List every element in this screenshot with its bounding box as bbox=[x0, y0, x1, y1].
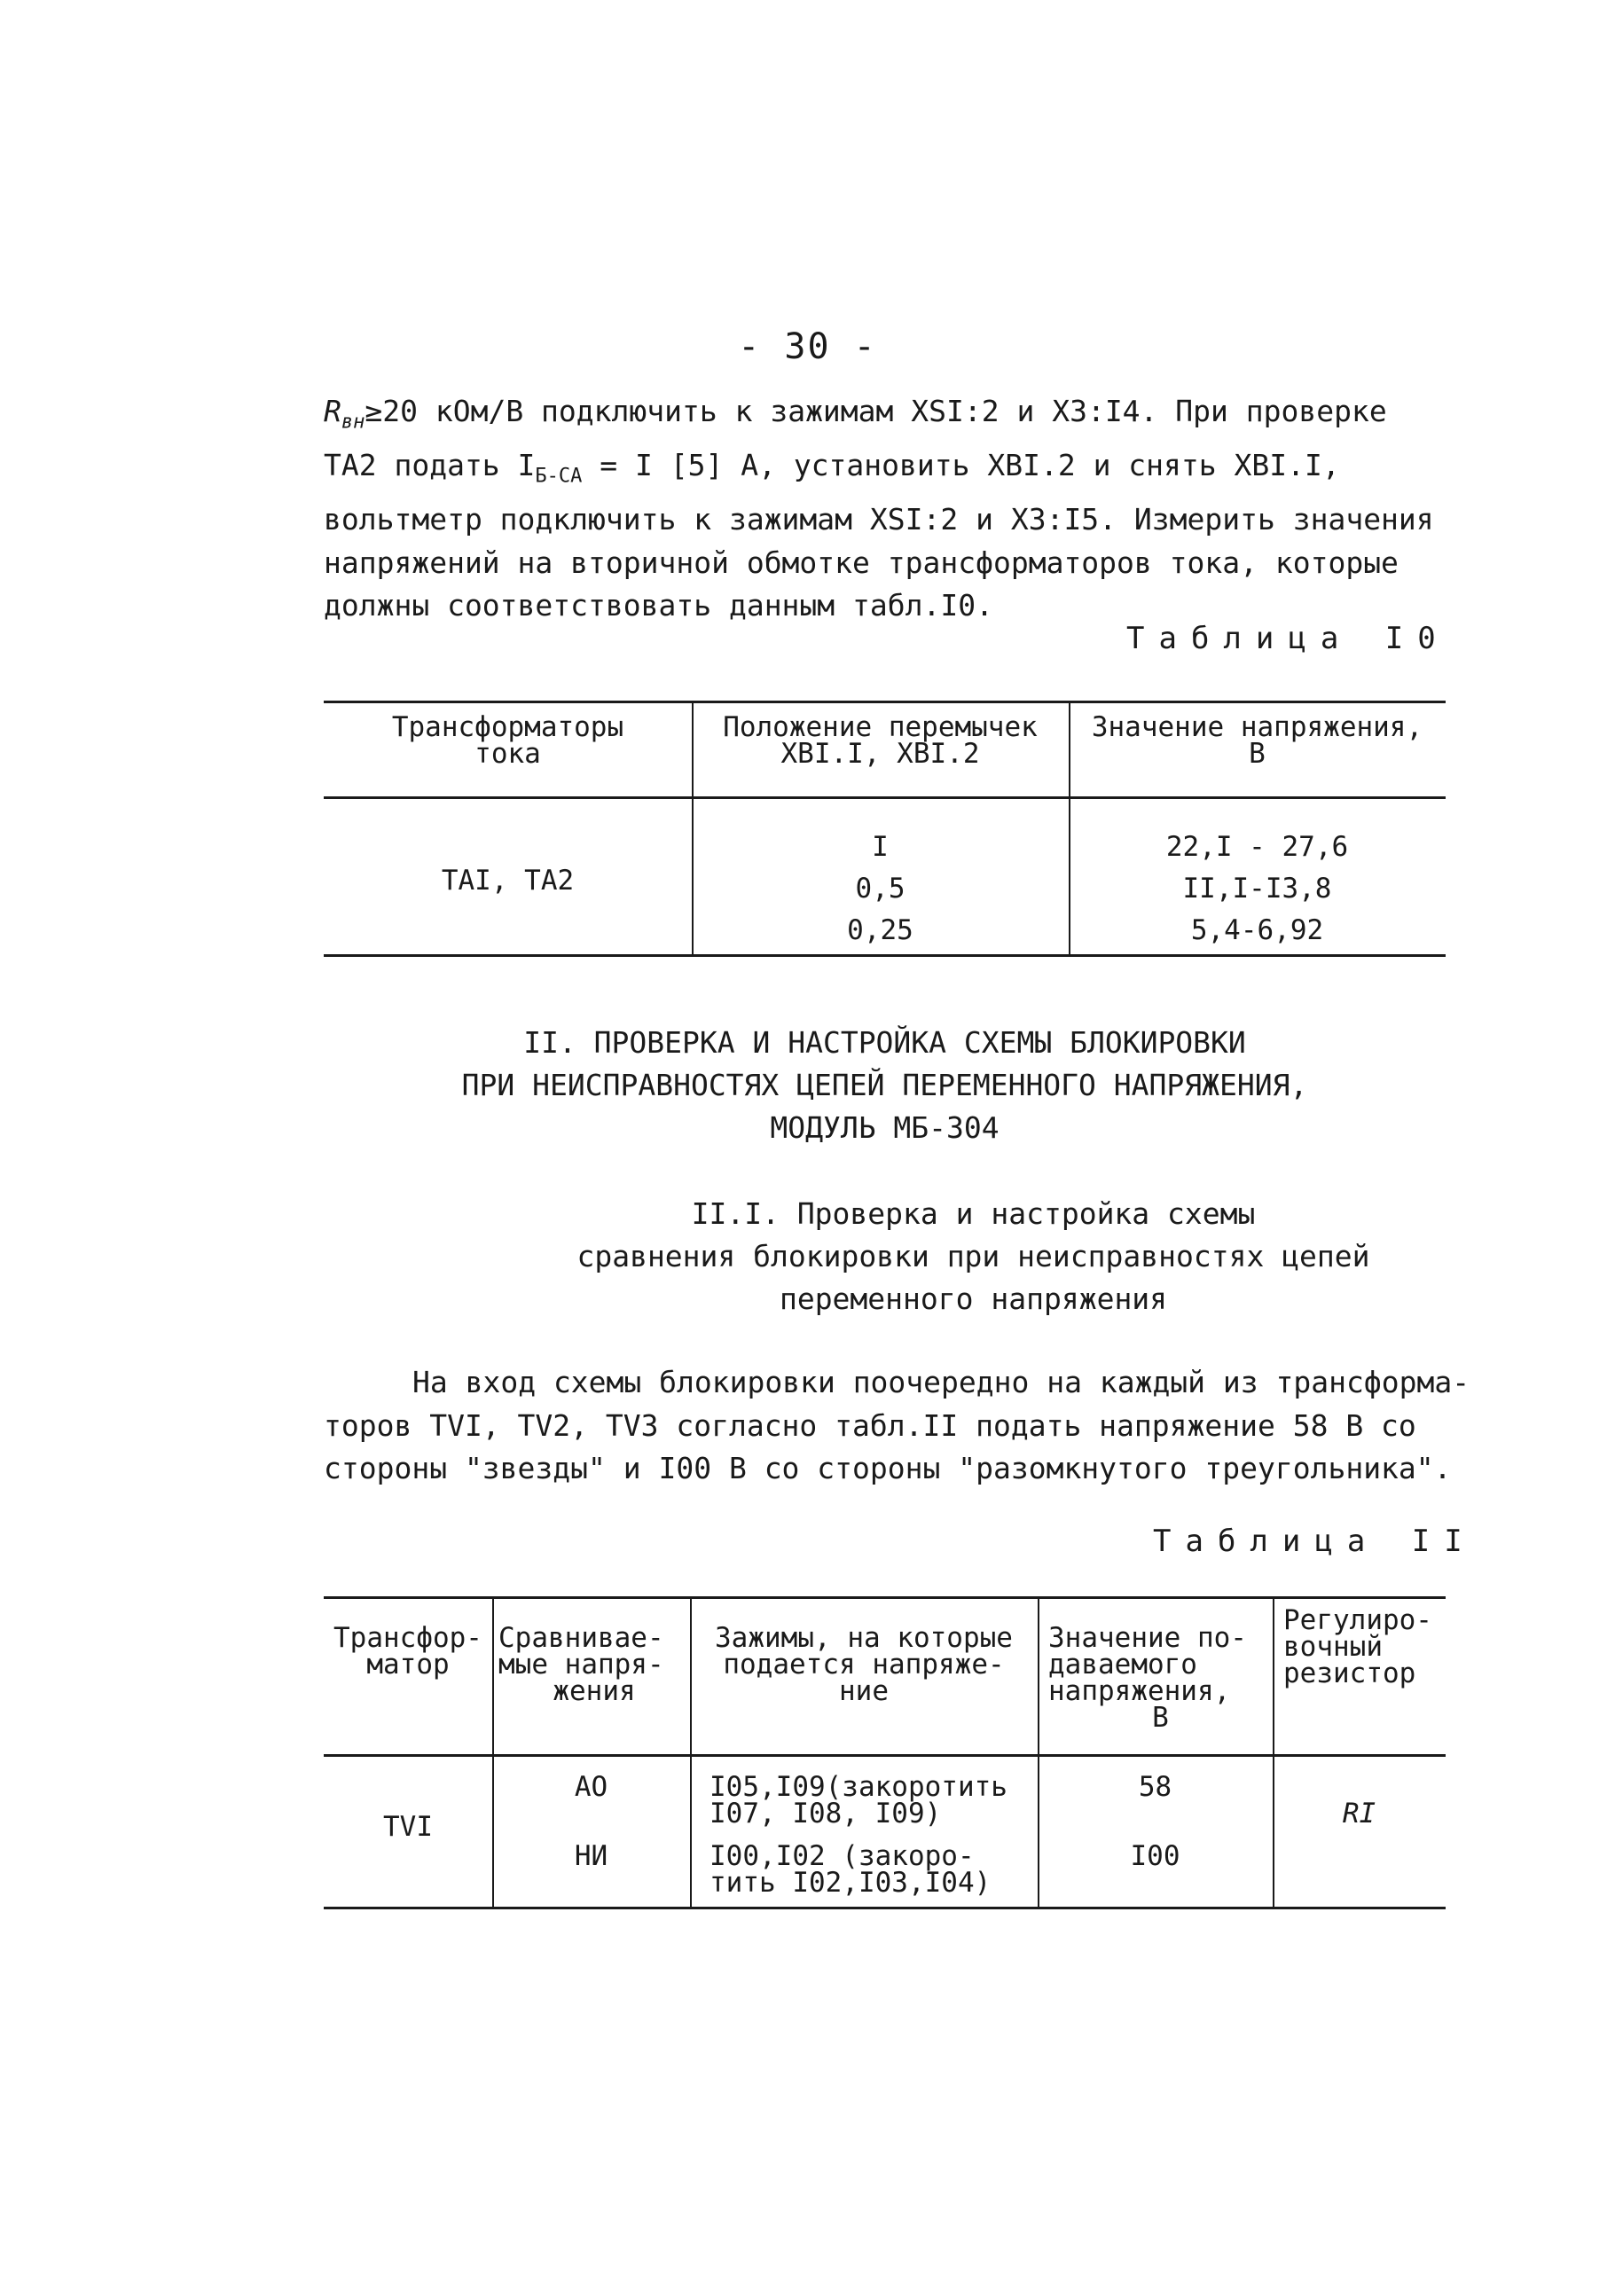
table11-voltage-ni: НИ bbox=[574, 1840, 608, 1872]
intro-line-4: напряжений на вторичной обмотке трансформаторов тока, которые bbox=[324, 545, 1399, 580]
clamp-text: I07, I08, I09) bbox=[710, 1798, 942, 1830]
body-line: На вход схемы блокировки поочередно на каждый из трансформа- bbox=[412, 1365, 1470, 1399]
table11-caption: Таблица II bbox=[1153, 1524, 1477, 1559]
section-title-line: II. ПРОВЕРКА И НАСТРОЙКА СХЕМЫ БЛОКИРОВКИ bbox=[523, 1025, 1246, 1060]
table10-top-rule bbox=[324, 701, 1446, 703]
subsection-title-line: переменного напряжения bbox=[779, 1281, 1168, 1316]
table11-resistor-cell: RI bbox=[1342, 1798, 1376, 1830]
intro-line-3: вольтметр подключить к зажимам XSI:2 и X3:I5. Измерить значения bbox=[324, 502, 1434, 537]
body-line: стороны "звезды" и I00 В со стороны "разомкнутого треугольника". bbox=[324, 1451, 1452, 1485]
header-text: даваемого bbox=[1048, 1649, 1197, 1681]
table11-divider-4 bbox=[1273, 1596, 1274, 1908]
voltage-range: II,I-I3,8 bbox=[1182, 873, 1332, 905]
table10-caption: Таблица I0 bbox=[1126, 621, 1450, 656]
intro-line-5: должны соответствовать данным табл.I0. bbox=[324, 588, 993, 623]
header-text: Трансформаторы bbox=[391, 711, 624, 743]
header-text: тока bbox=[474, 738, 541, 770]
intro-line-2-b: = I [5] А, установить XBI.2 и снять XBI.I, bbox=[582, 448, 1340, 483]
r-subscript: вн bbox=[341, 411, 365, 434]
table10-values-cell bbox=[1069, 827, 1446, 952]
table10-bottom-rule bbox=[324, 954, 1446, 957]
subsection-title-line: II.I. Проверка и настройка схемы bbox=[691, 1196, 1256, 1231]
voltage-range: 22,I - 27,6 bbox=[1165, 831, 1349, 863]
body-paragraph bbox=[324, 1361, 1470, 1491]
clamp-text: I05,I09(закоротить bbox=[710, 1771, 1007, 1803]
header-text: Значение по- bbox=[1048, 1622, 1247, 1654]
intro-line-1 bbox=[324, 390, 1446, 444]
header-text: напряжения, bbox=[1048, 1675, 1231, 1707]
table10-transformers-cell: TAI, TA2 bbox=[441, 865, 575, 897]
header-text: резистор bbox=[1283, 1657, 1416, 1689]
section-title-line: ПРИ НЕИСПРАВНОСТЯХ ЦЕПЕЙ ПЕРЕМЕННОГО НАПРЯЖЕНИЯ, bbox=[461, 1068, 1308, 1102]
table11-header-resistor bbox=[1283, 1604, 1446, 1689]
header-text: XBI.I, XBI.2 bbox=[780, 738, 980, 770]
header-text: Сравнивае- bbox=[498, 1622, 664, 1654]
section-title bbox=[324, 1022, 1446, 1149]
header-text: мые напря- bbox=[498, 1649, 664, 1681]
table11-clamps-ni bbox=[710, 1840, 1038, 1899]
table11-value-ao: 58 bbox=[1138, 1771, 1172, 1803]
table10-header-rule bbox=[324, 796, 1446, 799]
table11-clamps-ao bbox=[710, 1771, 1038, 1830]
position-value: 0,25 bbox=[847, 914, 913, 946]
header-text: Значение напряжения, bbox=[1091, 711, 1423, 743]
header-text: Положение перемычек bbox=[723, 711, 1038, 743]
header-text: жения bbox=[553, 1675, 636, 1707]
header-text: матор bbox=[366, 1649, 450, 1681]
table11-voltage-ao: АО bbox=[574, 1771, 608, 1803]
intro-paragraph bbox=[324, 390, 1446, 628]
header-text: Трансфор- bbox=[333, 1622, 482, 1654]
r-symbol: R bbox=[324, 394, 341, 428]
position-value: 0,5 bbox=[855, 873, 905, 905]
table10-header-transformers bbox=[324, 711, 692, 770]
table11-header-value bbox=[1048, 1622, 1273, 1734]
subsection-title bbox=[412, 1193, 1534, 1320]
table11-value-ni: I00 bbox=[1130, 1840, 1180, 1872]
body-line: торов TVI, TV2, TV3 согласно табл.II подать напряжение 58 В со bbox=[324, 1407, 1416, 1443]
clamp-text: тить I02,I03,I04) bbox=[710, 1867, 992, 1899]
header-text: В bbox=[1152, 1702, 1169, 1734]
header-text: ние bbox=[839, 1675, 889, 1707]
subsection-title-line: сравнения блокировки при неисправностях цепей bbox=[576, 1239, 1370, 1273]
table11-header-clamps bbox=[690, 1622, 1038, 1707]
header-text: Регулиро- bbox=[1283, 1604, 1432, 1636]
intro-line-2 bbox=[324, 444, 1446, 498]
header-text: В bbox=[1249, 738, 1266, 770]
clamp-text: I00,I02 (закоро- bbox=[710, 1840, 975, 1872]
header-text: Зажимы, на которые bbox=[715, 1622, 1013, 1654]
table11-header-voltages bbox=[498, 1622, 690, 1707]
section-title-line: МОДУЛЬ МБ-304 bbox=[770, 1110, 1000, 1145]
header-text: вочный bbox=[1283, 1631, 1383, 1663]
table11-header-transformer bbox=[324, 1622, 492, 1681]
position-value: I bbox=[872, 831, 889, 863]
table10-header-positions bbox=[692, 711, 1069, 770]
page-number: - 30 - bbox=[738, 326, 877, 367]
header-text: подается напряже- bbox=[723, 1649, 1005, 1681]
table11-transformer-cell: TVI bbox=[383, 1811, 433, 1843]
table10-header-values bbox=[1069, 711, 1446, 770]
voltage-range: 5,4-6,92 bbox=[1190, 914, 1324, 946]
current-subscript: Б-СА bbox=[535, 465, 583, 488]
table10-positions-cell bbox=[692, 827, 1069, 952]
intro-line-2-a: ТА2 подать I bbox=[324, 448, 536, 483]
intro-line-1-text: ≥20 кОм/В подключить к зажимам XSI:2 и X3:I4. При проверке bbox=[365, 394, 1387, 428]
